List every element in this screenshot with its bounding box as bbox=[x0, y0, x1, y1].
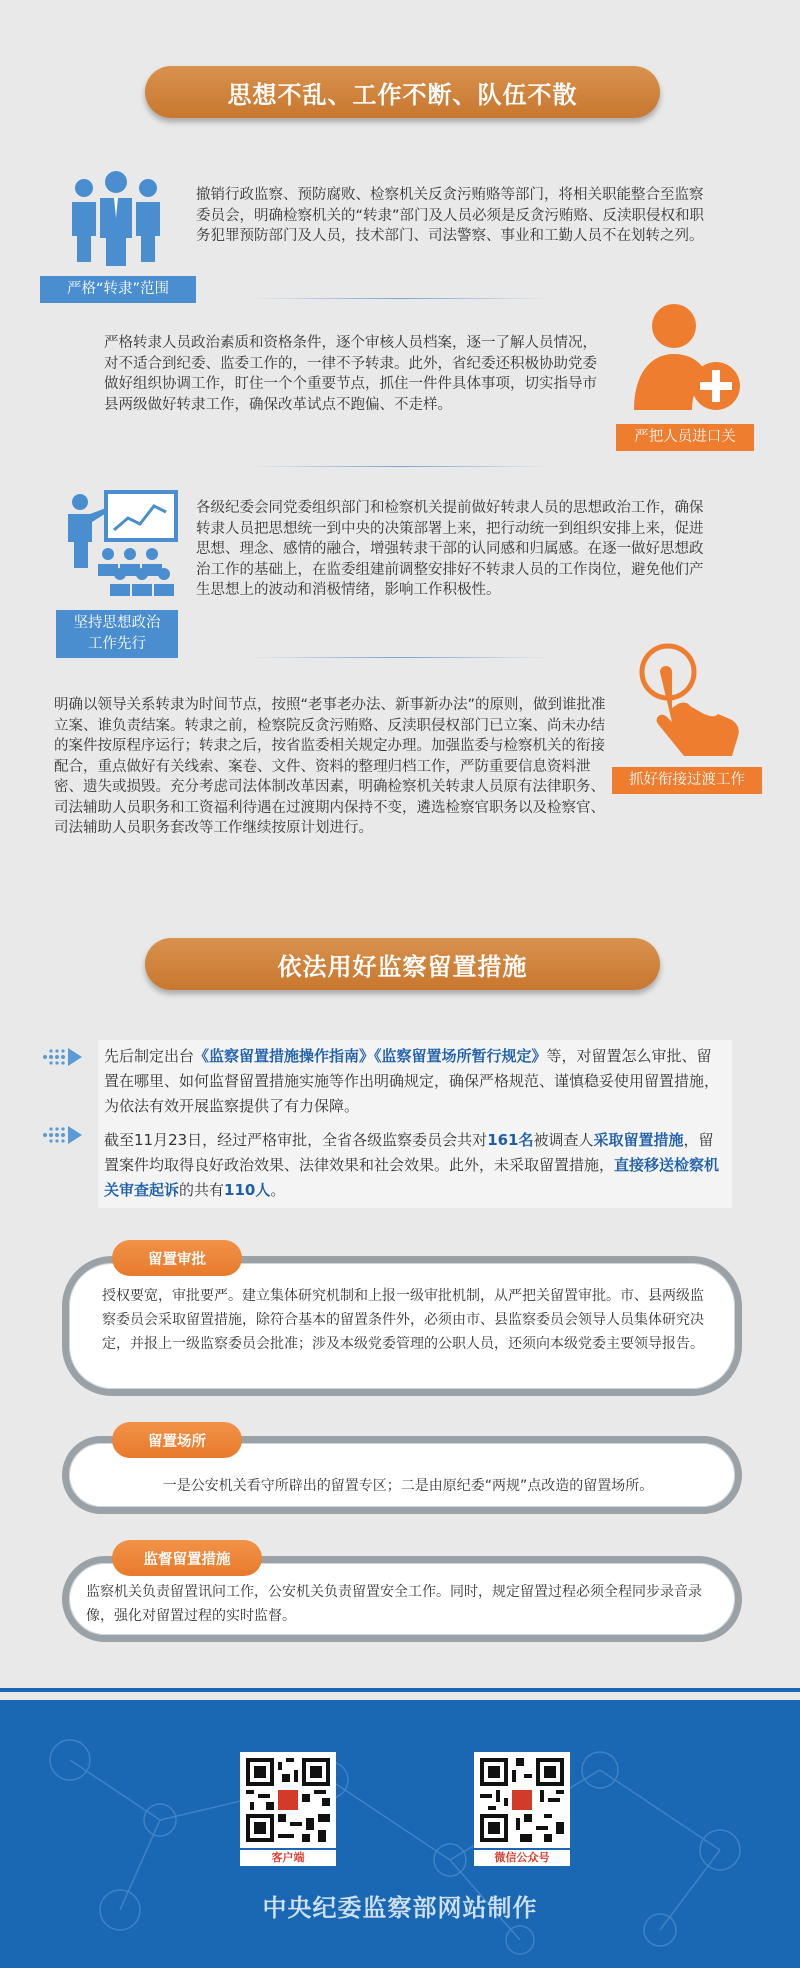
box3-text: 监察机关负责留置讯问工作，公安机关负责留置安全工作。同时，规定留置过程必须全程同步录音录像，强化对留置过程的实时监督。 bbox=[86, 1584, 702, 1624]
block4-text: 明确以领导关系转隶为时间节点，按照“老事老办法、新事新办法”的原则，做到谁批准立案、谁负责结案。转隶之前，检察院反贪污贿赂、反渎职侵权部门已立案、尚未办结的案件按原程序运行；转隶之后，按省监委相关规定办理。加强监委与检察机关的衔接配合，重点做好有关线索、案卷、文件、资料的整理归档工作，严防重要信息资料泄密、遗失或损毁。充分考虑司法体制改革因素，明确检察机关转隶人员原有法律职务、司法辅助人员职务和工资福利待遇在过渡期内保持不变，遴选检察官职务以及检察官、司法辅助人员职务套改等工作继续按原计划进行。 bbox=[54, 697, 606, 836]
para2-text: 。 bbox=[270, 1181, 286, 1199]
highlight-transfer: 直接移送检察机关审查起诉 bbox=[104, 1156, 720, 1199]
section1-title: 思想不乱、工作不断、队伍不散 bbox=[145, 66, 660, 118]
count-detained: 161名 bbox=[487, 1131, 534, 1149]
footer-divider bbox=[0, 1688, 800, 1692]
divider bbox=[250, 657, 550, 658]
para2 bbox=[104, 1128, 724, 1203]
qr-label-client: 客户端 bbox=[240, 1850, 336, 1866]
highlight-detention: 采取留置措施 bbox=[593, 1131, 684, 1149]
label-ideology-first bbox=[56, 610, 178, 658]
network-background-icon bbox=[0, 1700, 800, 1968]
label-transition: 抓好衔接过渡工作 bbox=[612, 767, 762, 794]
tag-detention-supervision: 监督留置措施 bbox=[112, 1540, 262, 1576]
arrow-right-icon bbox=[42, 1124, 86, 1146]
people-group-icon bbox=[64, 168, 168, 268]
block3-text: 各级纪委会同党委组织部门和检察机关提前做好转隶人员的思想政治工作，确保转隶人员把思想统一到中央的决策部署上来，把行动统一到组织安排上来，促进思想、理念、感情的融合，增强转隶干部的认同感和归属感。在逐一做好思想政治工作的基础上，在监委组建前调整安排好不转隶人员的工作岗位，避免他们产生思想上的波动和消极情绪，影响工作积极性。 bbox=[196, 500, 704, 598]
para1-prefix: 先后制定出台 bbox=[104, 1047, 195, 1065]
label-line: 工作先行 bbox=[88, 636, 146, 652]
para2-text: 的共有 bbox=[179, 1181, 225, 1199]
qr-label-wechat: 微信公众号 bbox=[474, 1850, 570, 1866]
tag-detention-place: 留置场所 bbox=[112, 1422, 242, 1458]
label-line: 坚持思想政治 bbox=[73, 615, 161, 631]
box1-text: 授权要宽，审批要严。建立集体研究机制和上报一级审批机制，从严把关留置审批。市、县两级监察委员会采取留置措施，除符合基本的留置条件外，必须由市、县监察委员会领导人员集体研究决定，并报上一级监察委员会批准；涉及本级党委管理的公职人员，还须向本级党委主要领导报告。 bbox=[102, 1288, 704, 1352]
para2-text: 截至11月23日，经过严格审批，全省各级监察委员会共对 bbox=[104, 1131, 488, 1149]
block2-text: 严格转隶人员政治素质和资格条件，逐个审核人员档案，逐一了解人员情况，对不适合到纪委、监委工作的，一律不予转隶。此外，省纪委还积极协助党委做好组织协调工作，盯住一个个重要节点，抓住一件件具体事项，切实指导市县两级做好转隶工作，确保改革试点不跑偏、不走样。 bbox=[104, 335, 597, 413]
count-transferred: 110人 bbox=[224, 1181, 271, 1199]
footer-title: 中央纪委监察部网站制作 bbox=[262, 1894, 538, 1922]
doc-guide-title: 《监察留置措施操作指南》 bbox=[194, 1047, 375, 1065]
section2-title: 依法用好监察留置措施 bbox=[145, 938, 660, 990]
qr-code-client bbox=[240, 1752, 336, 1848]
qr-code-wechat bbox=[474, 1752, 570, 1848]
para1 bbox=[104, 1044, 724, 1119]
touch-hand-icon bbox=[626, 640, 750, 758]
footer bbox=[0, 1700, 800, 1968]
qr-code-icon bbox=[246, 1758, 330, 1842]
label-strict-entry: 严把人员进口关 bbox=[616, 424, 754, 451]
qr-code-icon bbox=[480, 1758, 564, 1842]
divider bbox=[250, 298, 550, 299]
para2-text: 被调查人 bbox=[533, 1131, 594, 1149]
label-strict-transfer-scope: 严格“转隶”范围 bbox=[40, 276, 196, 303]
para2-text: ，留置案件均取得良好政治效果、法律效果和社会效果。此外，未采取留置措施， bbox=[104, 1131, 714, 1174]
arrow-right-icon bbox=[42, 1046, 86, 1068]
add-person-icon bbox=[630, 300, 742, 412]
tag-detention-approval: 留置审批 bbox=[112, 1240, 242, 1276]
box2-text: 一是公安机关看守所辟出的留置专区；二是由原纪委“两规”点改造的留置场所。 bbox=[162, 1478, 654, 1494]
para1-suffix: 等，对留置怎么审批、留置在哪里、如何监督留置措施实施等作出明确规定，确保严格规范、谨慎稳妥使用留置措施，为依法有效开展监察提供了有力保障。 bbox=[104, 1047, 720, 1115]
doc-regulation-title: 《监察留置场所暂行规定》 bbox=[374, 1047, 547, 1065]
presentation-chart-icon bbox=[64, 488, 182, 596]
block1-text: 撤销行政监察、预防腐败、检察机关反贪污贿赂等部门，将相关职能整合至监察委员会，明确检察机关的“转隶”部门及人员必须是反贪污贿赂、反渎职侵权和职务犯罪预防部门及人员，技术部门、司法警察、事业和工勤人员不在划转之列。 bbox=[196, 187, 705, 244]
divider bbox=[250, 466, 550, 467]
